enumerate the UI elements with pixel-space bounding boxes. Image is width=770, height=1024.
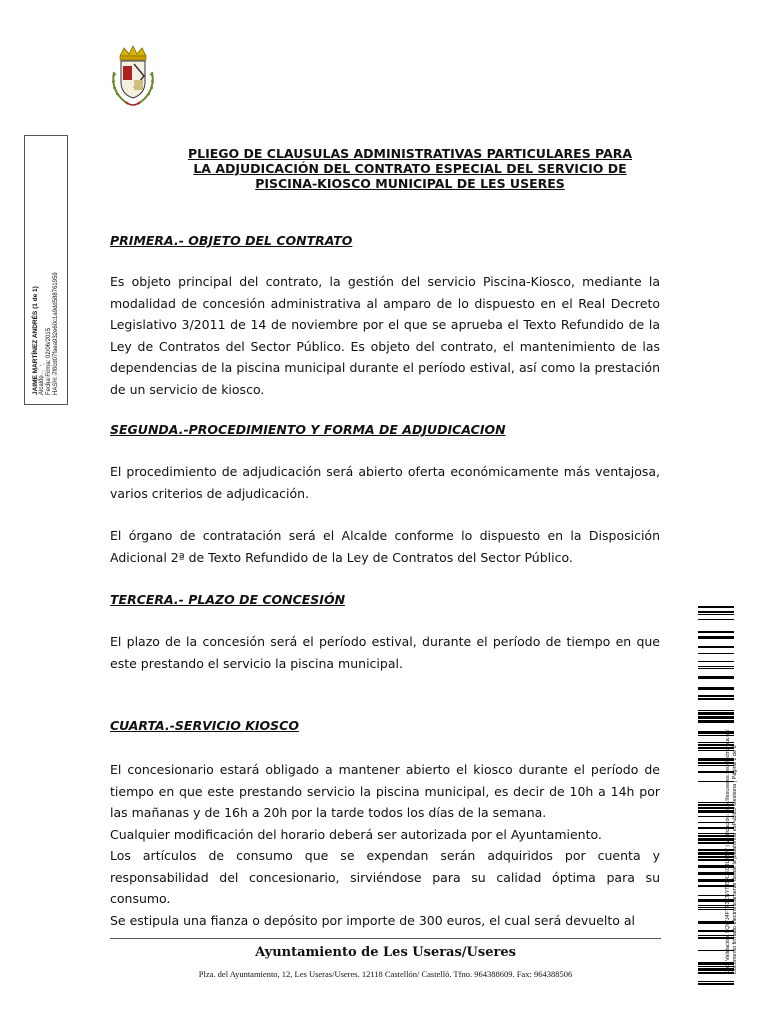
barcode-bar xyxy=(698,611,734,613)
barcode-bar xyxy=(698,983,734,985)
verification-platform: Documento firmado electrónicamente desde la plataforma esPublico Gestiona | Página 1 de 6 xyxy=(732,745,738,974)
title-line-1: PLIEGO DE CLAUSULAS ADMINISTRATIVAS PARTICULARES PARA xyxy=(187,146,633,161)
municipal-crest-logo xyxy=(108,42,158,110)
signer-name: JAIME MARTÍNEZ ANDRÉS (1 de 1) xyxy=(32,286,39,395)
barcode-bar xyxy=(698,614,734,615)
signature-stamp-icon xyxy=(33,361,59,387)
footer-address: Plza. del Ayuntamiento, 12, Les Useras/Useres. 12118 Castellón/ Castelló. Tfno. 964388609. Fax: 964388506 xyxy=(198,969,573,979)
document-title xyxy=(110,146,710,191)
heading-cuarta: CUARTA.-SERVICIO KIOSCO xyxy=(110,718,299,733)
signature-box xyxy=(24,135,68,405)
title-line-3: PISCINA-KIOSCO MUNICIPAL DE LES USERES xyxy=(255,176,565,191)
paragraph-text: Los artículos de consumo que se expendan serán adquiridos por cuenta y responsabilidad del concesionario, sirviéndose para su calidad óptima para su consumo. xyxy=(110,848,660,906)
title-line-2: LA ADJUDICACIÓN DEL CONTRATO ESPECIAL DEL SERVICIO DE xyxy=(193,161,627,176)
paragraph-text: Se estipula una fianza o depósito por importe de 300 euros, el cual será devuelto al xyxy=(110,912,636,928)
signer-role: Alcalde xyxy=(39,375,45,395)
verification-code: Cód. Validación: 5QWJ4FTF3CNYTJ5RJKCJL2897 | Verificación: http://lesuseres.sedelectronica.es/ xyxy=(725,729,731,974)
barcode-bar xyxy=(698,981,734,982)
verification-text xyxy=(725,624,739,974)
paragraph-text: El plazo de la concesión será el período estival, durante el período de tiempo en que este prestando el servicio la piscina municipal. xyxy=(110,634,660,671)
heading-tercera: TERCERA.- PLAZO DE CONCESIÓN xyxy=(110,592,346,607)
paragraph-text: El concesionario estará obligado a mantener abierto el kiosco durante el período de tiempo en que este prestando servicio la piscina municipal, es decir de 10h a 14h por las mañanas y de 16h a 20h por la tarde todos los días de la semana. xyxy=(110,762,660,820)
heading-primera: PRIMERA.- OBJETO DEL CONTRATO xyxy=(110,233,353,248)
paragraph-primera xyxy=(110,271,660,400)
heading-segunda: SEGUNDA.-PROCEDIMIENTO Y FORMA DE ADJUDICACION xyxy=(110,422,506,437)
paragraph-segunda-2 xyxy=(110,525,660,568)
paragraph-text: El procedimiento de adjudicación será abierto oferta económicamente más ventajosa, varios criterios de adjudicación. xyxy=(110,464,660,501)
paragraph-segunda-1 xyxy=(110,461,660,504)
signature-hash: HASH: 7f0cd07faea932e60c1a9dd588761959 xyxy=(53,272,59,395)
signature-text xyxy=(32,125,60,395)
paragraph-text: El órgano de contratación será el Alcalde conforme lo dispuesto en la Disposición Adicional 2ª de Texto Refundido de la Ley de Contratos del Sector Público. xyxy=(110,528,660,565)
footer-divider xyxy=(110,938,661,939)
paragraph-text: Es objeto principal del contrato, la gestión del servicio Piscina-Kiosco, mediante la modalidad de concesión administrativa al amparo de lo dispuesto en el Real Decreto Legislativo 3/2011 de 14 de noviembre por el que se aprueba el Texto Refundido de la Ley de Contratos del Sector Público. Es objeto del contrato, el mantenimiento de las dependencias de la piscina municipal durante el período estival, así como la prestación de un servicio de kiosco. xyxy=(110,274,660,397)
barcode-bar xyxy=(698,619,734,620)
signature-date: Fecha Firma: 02/06/2015 xyxy=(46,327,52,395)
paragraph-cuarta xyxy=(110,759,660,931)
footer-title: Ayuntamiento de Les Useras/Useres xyxy=(255,945,516,960)
barcode-bar xyxy=(698,606,734,608)
paragraph-text: Cualquier modificación del horario deberá ser autorizada por el Ayuntamiento. xyxy=(110,826,602,842)
paragraph-tercera xyxy=(110,631,660,674)
